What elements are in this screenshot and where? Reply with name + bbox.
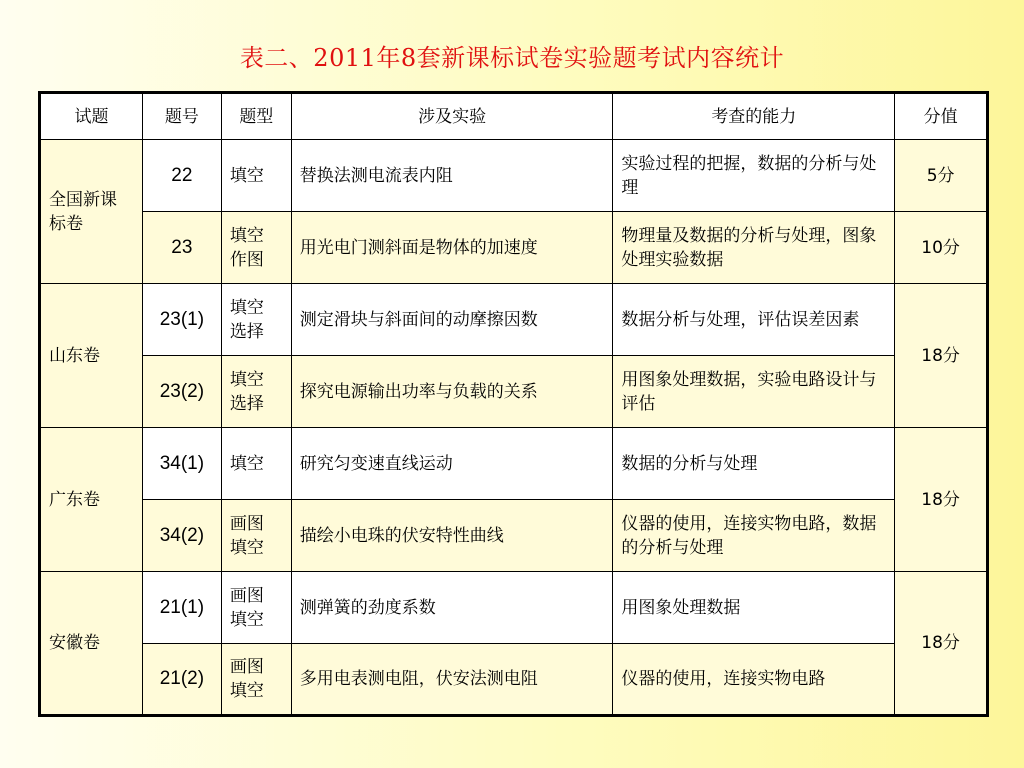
header-paper: 试题 — [40, 93, 143, 140]
question-type: 画图填空 — [221, 572, 291, 644]
experiment-cell: 多用电表测电阻，伏安法测电阻 — [291, 644, 613, 716]
question-number: 21(1) — [142, 572, 221, 644]
question-type: 画图填空 — [221, 500, 291, 572]
experiment-cell: 测定滑块与斜面间的动摩擦因数 — [291, 284, 613, 356]
stats-table — [38, 91, 989, 717]
question-number: 23(1) — [142, 284, 221, 356]
experiment-cell: 测弹簧的劲度系数 — [291, 572, 613, 644]
ability-cell: 用图象处理数据，实验电路设计与评估 — [613, 356, 895, 428]
header-type: 题型 — [221, 93, 291, 140]
ability-cell: 数据分析与处理，评估误差因素 — [613, 284, 895, 356]
score-cell: 18分 — [895, 572, 988, 716]
header-experiment: 涉及实验 — [291, 93, 613, 140]
score-cell: 5分 — [895, 140, 988, 212]
question-number: 34(2) — [142, 500, 221, 572]
question-type: 填空选择 — [221, 284, 291, 356]
question-type: 填空 — [221, 428, 291, 500]
table-row — [40, 644, 988, 716]
ability-cell: 仪器的使用，连接实物电路，数据的分析与处理 — [613, 500, 895, 572]
ability-cell: 仪器的使用，连接实物电路 — [613, 644, 895, 716]
question-type: 填空 — [221, 140, 291, 212]
question-type: 画图填空 — [221, 644, 291, 716]
paper-cell: 全国新课标卷 — [40, 140, 143, 284]
question-number: 23(2) — [142, 356, 221, 428]
header-number: 题号 — [142, 93, 221, 140]
paper-cell: 广东卷 — [40, 428, 143, 572]
paper-cell: 山东卷 — [40, 284, 143, 428]
experiment-cell: 替换法测电流表内阻 — [291, 140, 613, 212]
experiment-cell: 研究匀变速直线运动 — [291, 428, 613, 500]
ability-cell: 物理量及数据的分析与处理，图象处理实验数据 — [613, 212, 895, 284]
score-cell: 10分 — [895, 212, 988, 284]
experiment-cell: 描绘小电珠的伏安特性曲线 — [291, 500, 613, 572]
table-row — [40, 356, 988, 428]
question-number: 21(2) — [142, 644, 221, 716]
table-row — [40, 572, 988, 644]
ability-cell: 数据的分析与处理 — [613, 428, 895, 500]
paper-cell: 安徽卷 — [40, 572, 143, 716]
header-ability: 考查的能力 — [613, 93, 895, 140]
table-row — [40, 212, 988, 284]
experiment-cell: 用光电门测斜面是物体的加速度 — [291, 212, 613, 284]
question-number: 22 — [142, 140, 221, 212]
question-type: 填空选择 — [221, 356, 291, 428]
table-row — [40, 428, 988, 500]
ability-cell: 实验过程的把握，数据的分析与处理 — [613, 140, 895, 212]
table-row — [40, 140, 988, 212]
header-score: 分值 — [895, 93, 988, 140]
table-header-row — [40, 93, 988, 140]
slide-title: 表二、2011年8套新课标试卷实验题考试内容统计 — [239, 44, 785, 72]
question-number: 34(1) — [142, 428, 221, 500]
ability-cell: 用图象处理数据 — [613, 572, 895, 644]
score-cell: 18分 — [895, 428, 988, 572]
score-cell: 18分 — [895, 284, 988, 428]
question-type: 填空作图 — [221, 212, 291, 284]
table-row — [40, 284, 988, 356]
experiment-cell: 探究电源输出功率与负载的关系 — [291, 356, 613, 428]
question-number: 23 — [142, 212, 221, 284]
table-row — [40, 500, 988, 572]
